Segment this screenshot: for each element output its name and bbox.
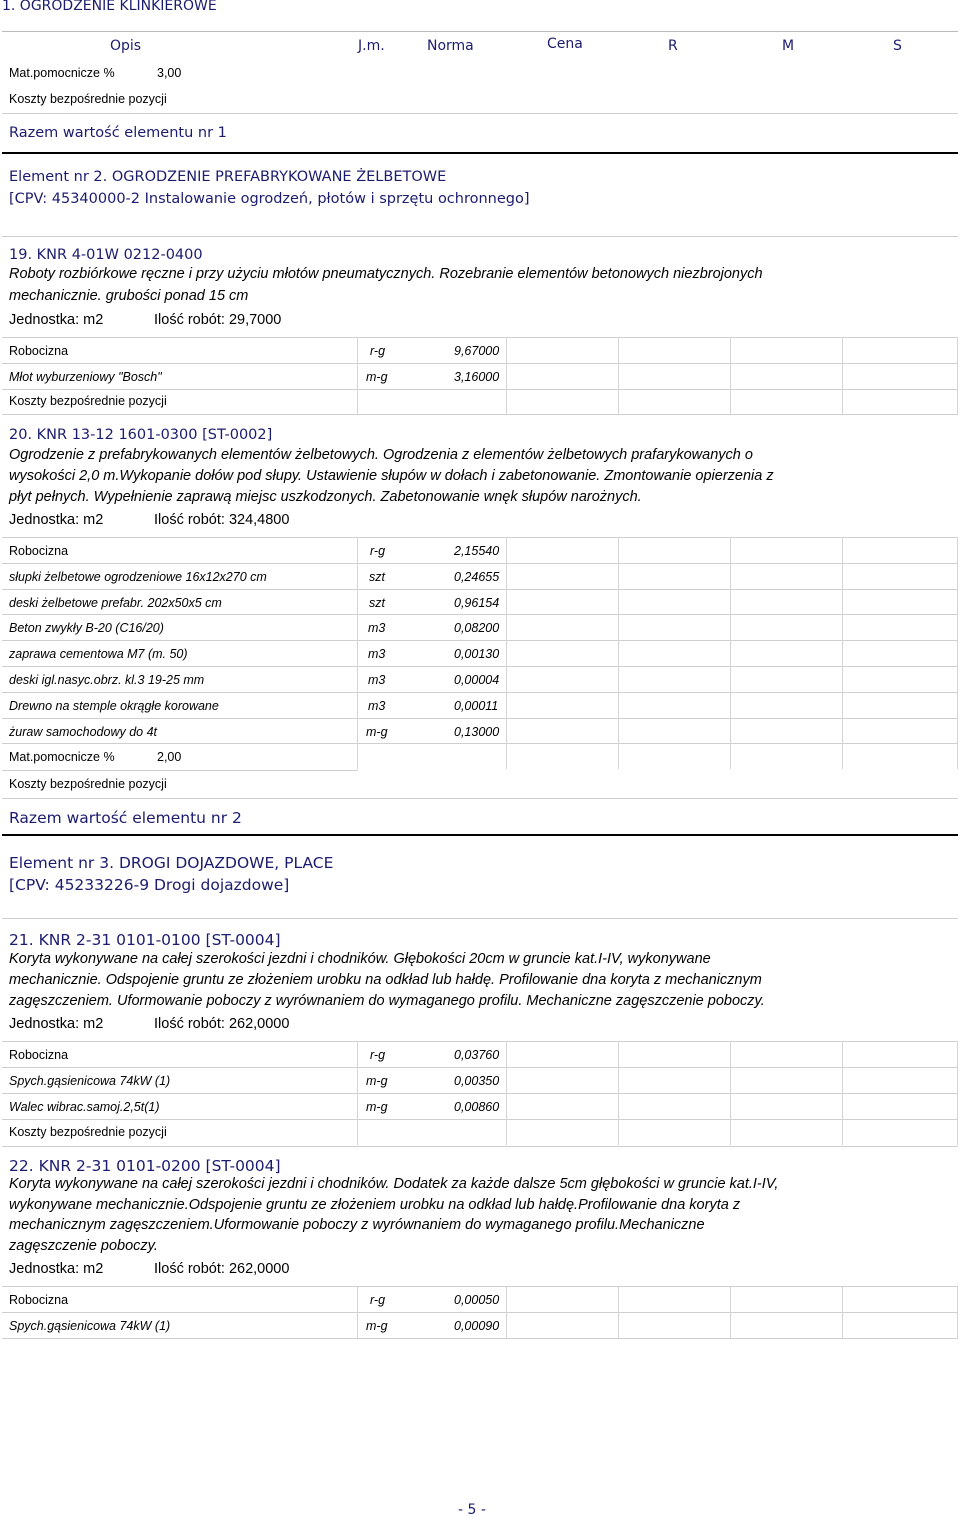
pos-21-ilosc: Ilość robót: 262,0000: [154, 1016, 290, 1032]
col-m: M: [782, 38, 795, 54]
pos-22-jednostka: Jednostka: m2: [9, 1261, 104, 1277]
koszty-bezposrednie: Koszty bezpośrednie pozycji: [9, 92, 167, 106]
pos-19-desc-2: mechanicznie. grubości ponad 15 cm: [9, 288, 249, 304]
resource-name: żuraw samochodowy do 4t: [9, 724, 157, 739]
col-jm: J.m.: [358, 38, 385, 54]
resource-name: Robocizna: [9, 544, 69, 558]
pos-20-mat-value: 2,00: [157, 750, 182, 764]
resource-norm: 0,03760: [454, 1048, 500, 1062]
resource-norm: 0,00350: [454, 1074, 500, 1088]
pos-19-code: 19. KNR 4-01W 0212-0400: [9, 247, 203, 263]
razem-element-2: Razem wartość elementu nr 2: [9, 809, 242, 827]
col-r: R: [668, 38, 678, 54]
pos-19-ilosc: Ilość robót: 29,7000: [154, 312, 282, 328]
razem-element-1: Razem wartość elementu nr 1: [9, 125, 227, 141]
resource-name: zaprawa cementowa M7 (m. 50): [9, 647, 188, 662]
mat-pomocnicze-label: Mat.pomocnicze %: [9, 66, 115, 80]
pos-22-code: 22. KNR 2-31 0101-0200 [ST-0004]: [9, 1157, 281, 1175]
page-number: - 5 -: [458, 1502, 486, 1518]
pos-19-row-name: Robocizna: [9, 344, 69, 358]
resource-unit: m-g: [366, 1319, 388, 1333]
pos-21-desc: mechanicznie. Odspojenie gruntu ze złożeniem urobku na odkład lub hałdę. Profilowanie dna koryta z mechanicznym: [9, 972, 762, 988]
pos-20-ilosc: Ilość robót: 324,4800: [154, 512, 290, 528]
pos-19-row-unit: m-g: [366, 370, 388, 384]
resource-unit: m3: [368, 621, 386, 636]
resource-unit: m3: [368, 698, 386, 713]
resource-unit: szt: [369, 595, 385, 610]
resource-unit: r-g: [370, 1293, 386, 1307]
pos-22-desc: wykonywane mechanicznie.Odspojenie gruntu ze złożeniem urobku na odkład lub hałdę.Profilowanie dna koryta z: [9, 1197, 741, 1213]
resource-norm: 0,96154: [454, 595, 500, 610]
resource-norm: 0,24655: [454, 569, 500, 584]
resource-norm: 0,00130: [454, 647, 500, 662]
resource-name: Beton zwykły B-20 (C16/20): [9, 621, 164, 636]
pos-22-ilosc: Ilość robót: 262,0000: [154, 1261, 290, 1277]
pos-19-row-norm: 9,67000: [454, 344, 500, 358]
resource-unit: r-g: [370, 1048, 386, 1062]
pos-21-code: 21. KNR 2-31 0101-0100 [ST-0004]: [9, 931, 281, 949]
pos-19-desc-1: Roboty rozbiórkowe ręczne i przy użyciu młotów pneumatycznych. Rozebranie elementów betonowych niezbrojonych: [9, 266, 763, 282]
col-s: S: [893, 38, 902, 54]
element-2-title: Element nr 2. OGRODZENIE PREFABRYKOWANE ŻELBETOWE: [9, 169, 447, 185]
pos-20-mat-label: Mat.pomocnicze %: [9, 750, 115, 764]
page-title: 1. OGRODZENIE KLINKIEROWE: [2, 0, 217, 14]
resource-name: Spych.gąsienicowa 74kW (1): [9, 1074, 171, 1088]
table-top-border: [2, 31, 958, 32]
resource-name: deski żelbetowe prefabr. 202x50x5 cm: [9, 595, 222, 610]
element-2-cpv: [CPV: 45340000-2 Instalowanie ogrodzeń, płotów i sprzętu ochronnego]: [9, 191, 530, 207]
resource-unit: m3: [368, 647, 386, 662]
element-3-title: Element nr 3. DROGI DOJAZDOWE, PLACE: [9, 854, 334, 872]
pos-20-code: 20. KNR 13-12 1601-0300 [ST-0002]: [9, 427, 273, 443]
pos-20-jednostka: Jednostka: m2: [9, 512, 104, 528]
resource-unit: m-g: [366, 1100, 388, 1114]
resource-name: Walec wibrac.samoj.2,5t(1): [9, 1100, 160, 1114]
resource-name: deski igl.nasyc.obrz. kl.3 19-25 mm: [9, 673, 205, 687]
pos-20-desc: płyt pełnych. Wypełnienie zaprawą miejsc uszkodzonych. Zabetonowanie wnęk słupów narożnych.: [9, 489, 642, 505]
resource-name: Spych.gąsienicowa 74kW (1): [9, 1319, 171, 1333]
col-cena: Cena: [547, 36, 583, 52]
resource-unit: m-g: [366, 1074, 388, 1088]
resource-norm: 0,08200: [454, 621, 500, 636]
pos-19-jednostka: Jednostka: m2: [9, 312, 104, 328]
mat-pomocnicze-value: 3,00: [157, 66, 182, 80]
resource-norm: 0,00090: [454, 1319, 500, 1333]
resource-norm: 0,00860: [454, 1100, 500, 1114]
pos-22-desc: zagęszczenie poboczy.: [9, 1238, 158, 1254]
element-3-cpv: [CPV: 45233226-9 Drogi dojazdowe]: [9, 876, 290, 894]
resource-norm: 0,00050: [454, 1293, 500, 1307]
resource-norm: 2,15540: [454, 544, 500, 558]
resource-unit: m3: [368, 673, 386, 687]
pos-19-row-name: Młot wyburzeniowy "Bosch": [9, 370, 162, 384]
pos-20-desc: wysokości 2,0 m.Wykopanie dołów pod słupy. Ustawienie słupów w dołach i zabetonowanie. Zmontowanie opierzenia z: [9, 468, 774, 484]
pos-22-desc: Koryta wykonywane na całej szerokości jezdni i chodników. Dodatek za każde dalsze 5cm głębokości w gruncie kat.I-IV,: [9, 1176, 779, 1192]
resource-unit: r-g: [370, 544, 386, 558]
resource-unit: szt: [369, 569, 385, 584]
pos-21-desc: zagęszczeniem. Uformowanie poboczy z wyrównaniem do wymaganego profilu. Mechaniczne zagęszczenie poboczy.: [9, 993, 765, 1009]
col-norma: Norma: [427, 38, 474, 54]
resource-norm: 0,00011: [454, 698, 499, 713]
pos-21-desc: Koryta wykonywane na całej szerokości jezdni i chodników. Głębokości 20cm w gruncie kat.I-IV, wykonywane: [9, 951, 711, 967]
resource-norm: 0,00004: [454, 673, 500, 687]
pos-19-row-unit: r-g: [370, 344, 386, 358]
pos-19-koszty: Koszty bezpośrednie pozycji: [9, 394, 167, 408]
resource-name: słupki żelbetowe ogrodzeniowe 16x12x270 cm: [9, 569, 267, 584]
resource-norm: 0,13000: [454, 724, 500, 739]
pos-20-koszty: Koszty bezpośrednie pozycji: [9, 777, 167, 791]
pos-21-jednostka: Jednostka: m2: [9, 1016, 104, 1032]
col-opis: Opis: [110, 38, 142, 54]
resource-name: Robocizna: [9, 1048, 69, 1062]
resource-name: Drewno na stemple okrągłe korowane: [9, 698, 219, 713]
pos-21-koszty: Koszty bezpośrednie pozycji: [9, 1125, 167, 1139]
pos-20-desc: Ogrodzenie z prefabrykowanych elementów żelbetowych. Ogrodzenia z elementów żelbetowych prafarykowanych o: [9, 447, 753, 463]
resource-unit: m-g: [366, 724, 388, 739]
resource-name: Robocizna: [9, 1293, 69, 1307]
pos-19-row-norm: 3,16000: [454, 370, 500, 384]
pos-22-desc: mechanicznym zagęszczeniem.Uformowanie poboczy z wyrównaniem do wymaganego profilu.Mechaniczne: [9, 1217, 705, 1233]
